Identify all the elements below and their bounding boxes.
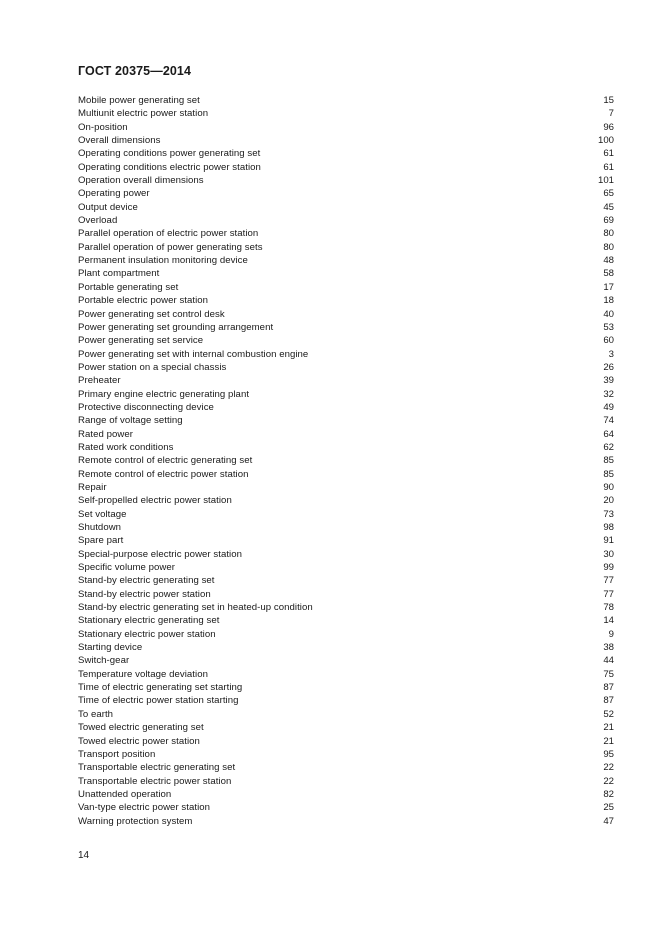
index-term: Van-type electric power station: [78, 802, 211, 814]
index-page-ref: 85: [603, 455, 614, 467]
index-term: To earth: [78, 708, 114, 720]
index-page-ref: 60: [603, 335, 614, 347]
index-entry: [78, 267, 614, 280]
index-page-ref: 39: [603, 375, 614, 387]
index-term: Towed electric power station: [78, 735, 200, 747]
index-term: Remote control of electric generating set: [78, 455, 253, 467]
index-page-ref: 98: [603, 522, 614, 533]
index-entry: [78, 654, 614, 667]
index-term: Preheater: [78, 375, 121, 387]
index-page-ref: 22: [603, 762, 614, 774]
index-page-ref: 91: [603, 535, 614, 547]
index-page-ref: 38: [603, 642, 614, 654]
index-term: Starting device: [78, 642, 143, 654]
index-entry: [78, 428, 614, 441]
index-entry: [78, 281, 614, 294]
index-page-ref: 58: [603, 268, 614, 280]
index-term: Operation overall dimensions: [78, 175, 204, 187]
index-term: Switch-gear: [78, 655, 130, 667]
index-entry: [78, 735, 614, 748]
index-term: Protective disconnecting device: [78, 401, 214, 413]
index-page-ref: 52: [603, 708, 614, 720]
index-page-ref: 62: [603, 441, 614, 453]
index-entry: [78, 414, 614, 427]
index-page-ref: 47: [603, 815, 614, 827]
index-entry: [78, 401, 614, 414]
index-page-ref: 22: [603, 775, 614, 787]
index-page-ref: 96: [603, 121, 614, 133]
index-page-ref: 85: [603, 468, 614, 480]
index-entry: [78, 107, 614, 120]
index-page-ref: 69: [603, 215, 614, 227]
index-page-ref: 45: [603, 201, 614, 213]
index-entry: [78, 694, 614, 707]
index-page-ref: 21: [603, 735, 614, 747]
index-term: Parallel operation of power generating sets: [78, 241, 263, 253]
index-term: Time of electric generating set starting: [78, 682, 243, 694]
index-entry: [78, 161, 614, 174]
index-page-ref: 48: [603, 255, 614, 267]
index-page-ref: 74: [603, 415, 614, 427]
index-page-ref: 30: [603, 548, 614, 560]
index-entry: [78, 361, 614, 374]
index-term: Stand-by electric power station: [78, 588, 211, 600]
index-term: Power generating set control desk: [78, 308, 225, 320]
index-term: Power generating set service: [78, 335, 204, 347]
index-page-ref: 14: [603, 615, 614, 627]
index-entry: [78, 468, 614, 481]
index-entry: [78, 454, 614, 467]
index-term: Spare part: [78, 535, 124, 547]
index-entry: [78, 588, 614, 601]
index-entry: [78, 761, 614, 774]
index-term: Rated work conditions: [78, 441, 174, 453]
index-entry: [78, 641, 614, 654]
page-number: 14: [78, 850, 90, 861]
index-page-ref: 49: [603, 401, 614, 413]
index-page-ref: 75: [603, 668, 614, 680]
index-entry: [78, 201, 614, 214]
index-term: Operating conditions power generating set: [78, 148, 261, 160]
index-page-ref: 73: [603, 508, 614, 520]
index-page-ref: 3: [608, 348, 614, 360]
index-page-ref: 32: [603, 388, 614, 400]
index-term: Multiunit electric power station: [78, 108, 209, 120]
index-entry: [78, 308, 614, 321]
index-term: Overload: [78, 215, 118, 227]
index-page-ref: 40: [603, 308, 614, 320]
index-entry: [78, 815, 614, 828]
index-term: Shutdown: [78, 522, 122, 533]
index-term: Power station on a special chassis: [78, 361, 227, 373]
index-entry: [78, 801, 614, 814]
index-page-ref: 77: [603, 588, 614, 600]
index-page-ref: 78: [603, 602, 614, 614]
index-entry: [78, 334, 614, 347]
index-entry: [78, 94, 614, 107]
index-entry: [78, 494, 614, 507]
index-page-ref: 77: [603, 575, 614, 587]
index-page-ref: 18: [603, 295, 614, 307]
index-entry: [78, 681, 614, 694]
index-entry: [78, 521, 614, 534]
index-term: Stationary electric power station: [78, 628, 216, 640]
index-page-ref: 64: [603, 428, 614, 440]
index-term: Stand-by electric generating set: [78, 575, 215, 587]
index-term: Operating conditions electric power station: [78, 161, 261, 173]
index-entry: [78, 548, 614, 561]
index-term: Stationary electric generating set: [78, 615, 220, 627]
index-entry: [78, 628, 614, 641]
index-page-ref: 9: [608, 628, 614, 640]
index-term: Output device: [78, 201, 138, 213]
index-page-ref: 101: [597, 175, 614, 187]
index-term: Plant compartment: [78, 268, 160, 280]
index-entry: [78, 561, 614, 574]
index-term: Transportable electric power station: [78, 775, 232, 787]
index-term: On-position: [78, 121, 128, 133]
index-entry: [78, 788, 614, 801]
index-term: Range of voltage setting: [78, 415, 183, 427]
index-page-ref: 65: [603, 188, 614, 200]
index-term: Specific volume power: [78, 562, 176, 574]
index-page-ref: 25: [603, 802, 614, 814]
index-term: Permanent insulation monitoring device: [78, 255, 248, 267]
index-page-ref: 15: [603, 95, 614, 106]
index-term: Portable electric power station: [78, 295, 209, 307]
index-term: Rated power: [78, 428, 133, 440]
term-index-list: [78, 94, 614, 828]
index-page-ref: 61: [603, 161, 614, 173]
index-entry: [78, 574, 614, 587]
index-entry: [78, 134, 614, 147]
index-term: Unattended operation: [78, 788, 172, 800]
index-entry: [78, 708, 614, 721]
index-term: Warning protection system: [78, 815, 193, 827]
index-entry: [78, 614, 614, 627]
index-term: Remote control of electric power station: [78, 468, 249, 480]
index-page-ref: 17: [603, 281, 614, 293]
index-page-ref: 53: [603, 321, 614, 333]
index-term: Overall dimensions: [78, 135, 161, 147]
index-page-ref: 90: [603, 481, 614, 493]
index-page-ref: 80: [603, 241, 614, 253]
index-entry: [78, 227, 614, 240]
index-term: Operating power: [78, 188, 150, 200]
index-page-ref: 21: [603, 722, 614, 734]
index-entry: [78, 187, 614, 200]
index-term: Time of electric power station starting: [78, 695, 239, 707]
index-term: Towed electric generating set: [78, 722, 204, 734]
index-entry: [78, 601, 614, 614]
index-term: Portable generating set: [78, 281, 179, 293]
index-entry: [78, 294, 614, 307]
index-page-ref: 87: [603, 695, 614, 707]
index-entry: [78, 721, 614, 734]
index-page-ref: 7: [608, 108, 614, 120]
index-entry: [78, 775, 614, 788]
index-page-ref: 95: [603, 748, 614, 760]
index-term: Temperature voltage deviation: [78, 668, 208, 680]
index-term: Stand-by electric generating set in heated-up condition: [78, 602, 313, 614]
index-term: Mobile power generating set: [78, 95, 200, 106]
index-term: Primary engine electric generating plant: [78, 388, 250, 400]
index-entry: [78, 121, 614, 134]
index-page-ref: 20: [603, 495, 614, 507]
index-entry: [78, 374, 614, 387]
index-page-ref: 44: [603, 655, 614, 667]
index-term: Parallel operation of electric power station: [78, 228, 259, 240]
index-entry: [78, 147, 614, 160]
index-term: Self-propelled electric power station: [78, 495, 232, 507]
index-page-ref: 87: [603, 682, 614, 694]
index-entry: [78, 174, 614, 187]
document-header: ГОСТ 20375—2014: [78, 64, 192, 78]
index-term: Repair: [78, 481, 107, 493]
index-page-ref: 82: [603, 788, 614, 800]
index-term: Special-purpose electric power station: [78, 548, 243, 560]
index-entry: [78, 348, 614, 361]
index-term: Transport position: [78, 748, 156, 760]
index-entry: [78, 748, 614, 761]
index-entry: [78, 321, 614, 334]
index-term: Power generating set grounding arrangement: [78, 321, 274, 333]
index-page-ref: 80: [603, 228, 614, 240]
index-entry: [78, 388, 614, 401]
index-term: Set voltage: [78, 508, 127, 520]
index-term: Power generating set with internal combustion engine: [78, 348, 309, 360]
index-page-ref: 100: [597, 135, 614, 147]
index-entry: [78, 241, 614, 254]
index-page-ref: 99: [603, 562, 614, 574]
index-entry: [78, 668, 614, 681]
index-entry: [78, 441, 614, 454]
index-page-ref: 61: [603, 148, 614, 160]
index-entry: [78, 508, 614, 521]
index-term: Transportable electric generating set: [78, 762, 236, 774]
index-entry: [78, 214, 614, 227]
index-entry: [78, 534, 614, 547]
index-entry: [78, 481, 614, 494]
index-entry: [78, 254, 614, 267]
index-page-ref: 26: [603, 361, 614, 373]
